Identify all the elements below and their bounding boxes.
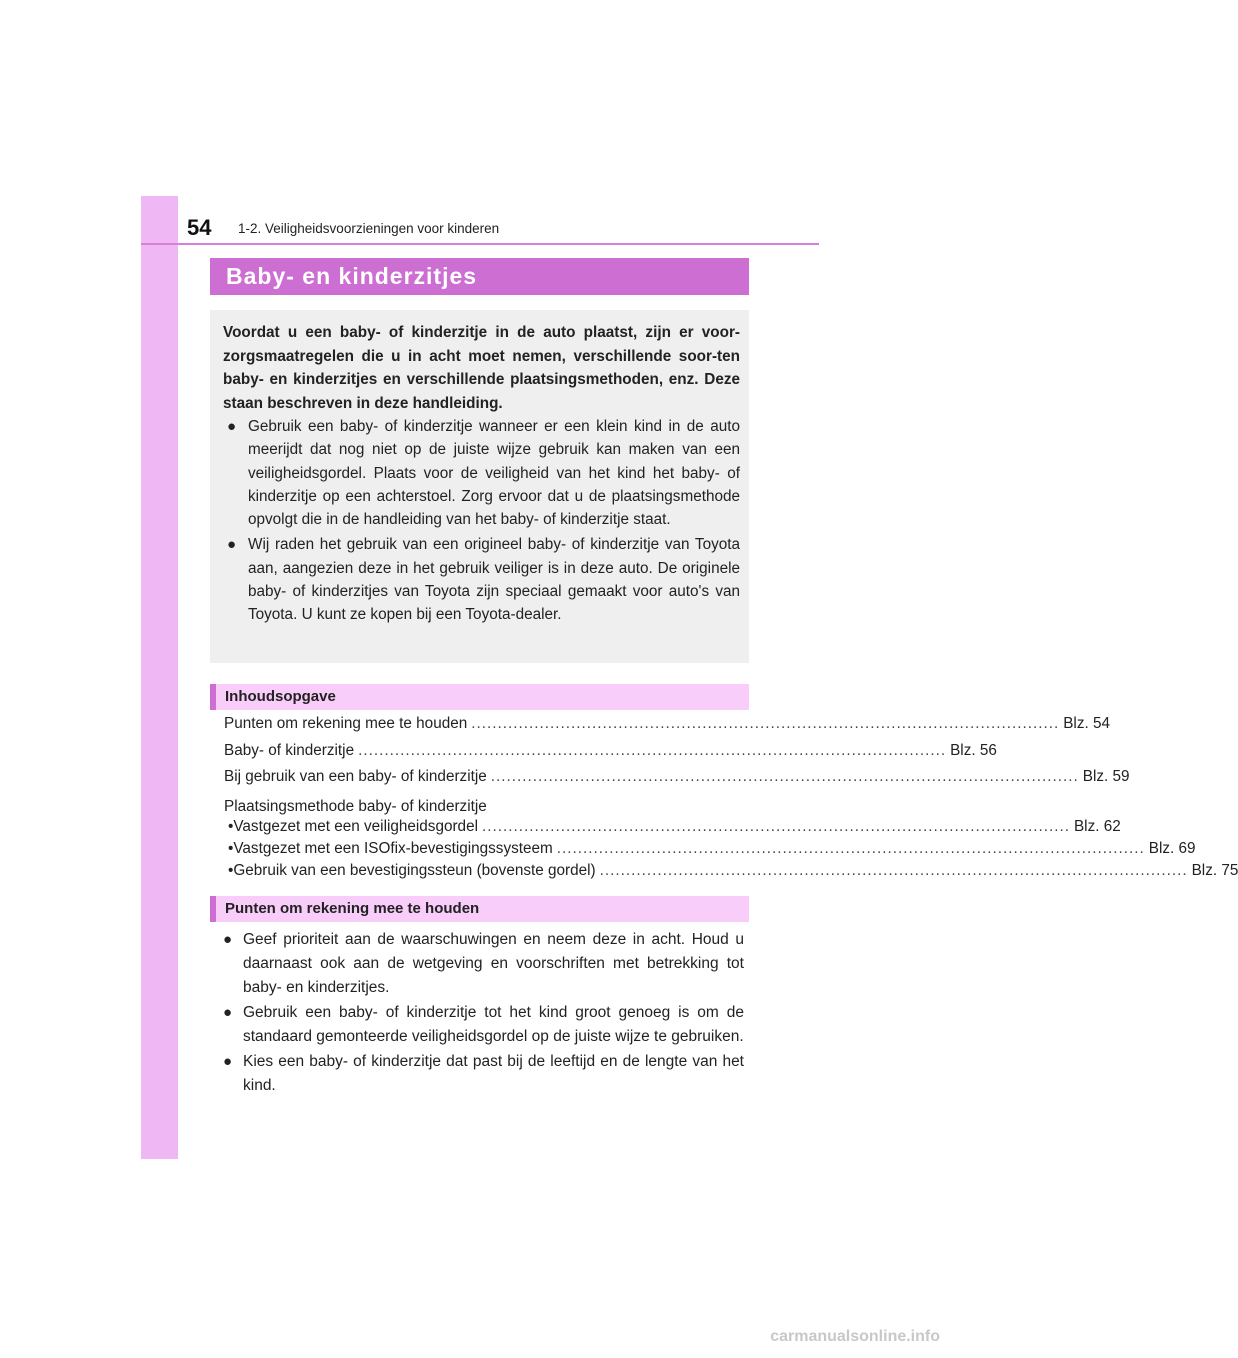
header-divider xyxy=(141,243,819,245)
bullet-icon: ● xyxy=(227,536,237,554)
points-list xyxy=(221,928,744,1098)
points-heading-bar xyxy=(210,896,749,922)
points-bullet-text: Kies een baby- of kinderzitje dat past bij de leeftijd en de lengte van het kind. xyxy=(243,1053,744,1094)
toc-entry[interactable] xyxy=(224,768,1130,795)
table-of-contents xyxy=(224,715,1238,884)
toc-leader: ................................................................................................................ xyxy=(599,861,1188,879)
toc-leader: ................................................................................................................ xyxy=(481,817,1070,835)
side-tab xyxy=(141,196,178,1159)
bullet-icon: ● xyxy=(223,1053,233,1070)
page-title: Baby- en kinderzitjes xyxy=(226,263,478,289)
toc-entry-page: Blz. 54 xyxy=(1063,715,1110,732)
toc-entry-text: Baby- of kinderzitje xyxy=(224,741,355,759)
toc-heading: Inhoudsopgave xyxy=(225,688,336,705)
toc-group xyxy=(224,796,1238,884)
toc-entry-page: Blz. 62 xyxy=(1073,817,1121,835)
toc-sub-entry[interactable] xyxy=(224,839,1196,862)
toc-entry-page: Blz. 59 xyxy=(1082,768,1130,785)
bullet-icon: ● xyxy=(223,1004,233,1021)
toc-entry-text: Bij gebruik van een baby- of kinderzitje xyxy=(224,768,487,785)
toc-entry[interactable] xyxy=(224,715,1110,742)
toc-group-title: Plaatsingsmethode baby- of kinderzitje xyxy=(224,797,487,815)
bullet-icon: ● xyxy=(223,931,233,948)
toc-leader: ................................................................................................................ xyxy=(490,768,1079,785)
toc-entry-page: Blz. 56 xyxy=(950,741,997,759)
toc-sub-entry[interactable] xyxy=(224,861,1238,884)
intro-box xyxy=(210,310,749,663)
toc-sub-entry[interactable] xyxy=(224,817,1121,840)
page-number: 54 xyxy=(187,215,212,240)
intro-bullet-text: Wij raden het gebruik van een origineel baby- of kinderzitje van Toyota aan, aangezien deze in het gebruik veiliger is in deze auto. De originele baby- of kinderzitjes van Toyota zijn speciaal gemaakt voor auto's van Toyota. U kunt ze kopen bij een Toyota-dealer. xyxy=(248,536,740,624)
sub-bullet-icon: • xyxy=(228,839,234,857)
toc-entry-text: Vastgezet met een veiligheidsgordel xyxy=(233,817,478,835)
points-bullet xyxy=(221,1050,744,1098)
toc-heading-bar xyxy=(210,684,749,710)
toc-entry-page: Blz. 75 xyxy=(1191,861,1238,879)
points-bullet-text: Geef prioriteit aan de waarschuwingen en neem deze in acht. Houd u daarnaast ook aan de wetgeving en voorschriften met betrekking tot baby- en kinderzitjes. xyxy=(243,931,744,996)
sub-bullet-icon: • xyxy=(228,861,234,879)
toc-leader: ................................................................................................................ xyxy=(358,741,947,759)
sub-bullet-icon: • xyxy=(228,817,234,835)
intro-bullet-text: Gebruik een baby- of kinderzitje wanneer er een klein kind in de auto meerijdt dat nog niet op de juiste wijze gebruik kan maken van een veiligheidsgordel. Plaats voor de veiligheid van het kind het baby- of kinderzitje op een achterstoel. Zorg ervoor dat u de plaatsingsmethode opvolgt die in de handleiding van het baby- of kinderzitje staat. xyxy=(248,418,740,529)
intro-lead: Voordat u een baby- of kinderzitje in de auto plaatst, zijn er voor-zorgsmaatregelen die u in acht moet nemen, verschillende soor-ten baby- en kinderzitjes en verschillende plaatsingsmethoden, enz. Deze staan beschreven in deze handleiding. xyxy=(223,324,740,412)
section-breadcrumb: 1-2. Veiligheidsvoorzieningen voor kinderen xyxy=(238,221,500,236)
points-bullet-text: Gebruik een baby- of kinderzitje tot het kind groot genoeg is om de standaard gemonteerde veiligheidsgordel op de juiste wijze te gebruiken. xyxy=(243,1004,744,1045)
bullet-icon: ● xyxy=(227,418,237,435)
page-title-bar xyxy=(210,258,749,295)
toc-entry[interactable] xyxy=(224,741,997,769)
toc-entry-page: Blz. 69 xyxy=(1148,839,1196,857)
toc-entry-text: Punten om rekening mee te houden xyxy=(224,715,468,732)
toc-entry-text: Gebruik van een bevestigingssteun (bovenste gordel) xyxy=(233,861,596,879)
points-heading: Punten om rekening mee te houden xyxy=(225,900,480,917)
points-bullet xyxy=(221,928,744,1000)
toc-entry-text: Vastgezet met een ISOfix-bevestigingssysteem xyxy=(233,839,553,857)
watermark: carmanualsonline.info xyxy=(770,1328,940,1345)
points-bullet xyxy=(221,1001,744,1049)
intro-bullet xyxy=(225,415,740,531)
intro-bullet xyxy=(225,533,740,626)
toc-leader: ................................................................................................................ xyxy=(471,715,1060,732)
toc-leader: ................................................................................................................ xyxy=(556,839,1145,857)
